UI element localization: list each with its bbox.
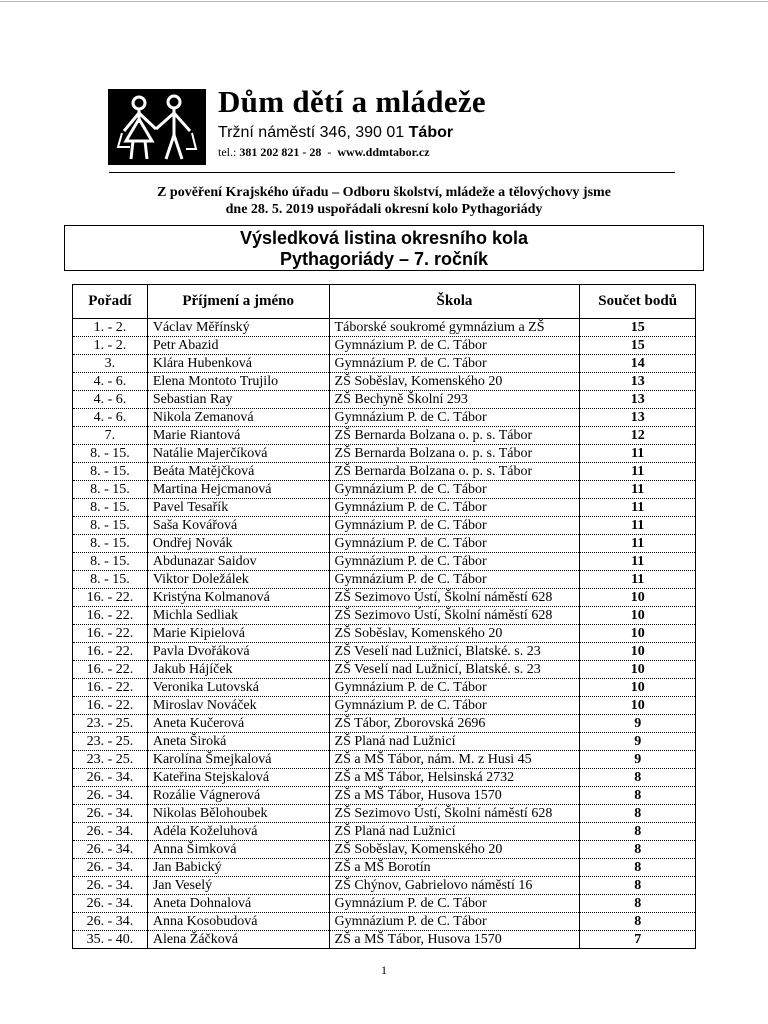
school-cell: ZŠ a MŠ Borotín: [329, 859, 580, 877]
table-row: [73, 895, 696, 913]
name-cell: Marie Riantová: [147, 427, 329, 445]
rank-cell: 4. - 6.: [73, 373, 148, 391]
table-row: [73, 787, 696, 805]
points-cell: 10: [580, 625, 696, 643]
rank-cell: 26. - 34.: [73, 913, 148, 931]
rank-cell: 35. - 40.: [73, 931, 148, 949]
name-cell: Rozálie Vágnerová: [147, 787, 329, 805]
rank-cell: 3.: [73, 355, 148, 373]
name-cell: Karolína Šmejkalová: [147, 751, 329, 769]
table-row: [73, 913, 696, 931]
table-row: [73, 589, 696, 607]
points-cell: 11: [580, 571, 696, 589]
points-cell: 8: [580, 895, 696, 913]
rank-cell: 1. - 2.: [73, 319, 148, 337]
school-cell: ZŠ Sezimovo Ústí, Školní náměstí 628: [329, 589, 580, 607]
points-cell: 13: [580, 391, 696, 409]
name-cell: Natálie Majerčíková: [147, 445, 329, 463]
points-cell: 9: [580, 733, 696, 751]
rank-cell: 8. - 15.: [73, 571, 148, 589]
school-cell: Gymnázium P. de C. Tábor: [329, 517, 580, 535]
organization-contact: tel.: 381 202 821 - 28 - www.ddmtabor.cz: [218, 145, 430, 159]
rank-cell: 16. - 22.: [73, 679, 148, 697]
school-cell: Gymnázium P. de C. Tábor: [329, 481, 580, 499]
rank-cell: 4. - 6.: [73, 391, 148, 409]
points-cell: 8: [580, 913, 696, 931]
table-row: [73, 373, 696, 391]
school-cell: ZŠ Soběslav, Komenského 20: [329, 625, 580, 643]
document-title: [64, 225, 704, 271]
rank-cell: 23. - 25.: [73, 751, 148, 769]
name-cell: Kateřina Stejskalová: [147, 769, 329, 787]
rank-cell: 16. - 22.: [73, 661, 148, 679]
rank-cell: 8. - 15.: [73, 499, 148, 517]
name-cell: Pavla Dvořáková: [147, 643, 329, 661]
table-row: [73, 877, 696, 895]
points-cell: 13: [580, 409, 696, 427]
rank-cell: 16. - 22.: [73, 589, 148, 607]
points-cell: 8: [580, 859, 696, 877]
organization-address: [218, 124, 453, 142]
points-cell: 9: [580, 715, 696, 733]
rank-cell: 8. - 15.: [73, 553, 148, 571]
table-row: [73, 733, 696, 751]
school-cell: ZŠ Bechyně Školní 293: [329, 391, 580, 409]
results-table: [72, 284, 696, 949]
school-cell: Gymnázium P. de C. Tábor: [329, 571, 580, 589]
rank-cell: 8. - 15.: [73, 535, 148, 553]
school-cell: Gymnázium P. de C. Tábor: [329, 697, 580, 715]
page-number: 1: [381, 963, 387, 977]
school-cell: ZŠ a MŠ Tábor, Husova 1570: [329, 931, 580, 949]
intro-line-1: Z pověření Krajského úřadu – Odboru školství, mládeže a tělovýchovy jsme: [157, 185, 611, 200]
school-cell: Gymnázium P. de C. Tábor: [329, 913, 580, 931]
name-cell: Adéla Koželuhová: [147, 823, 329, 841]
name-cell: Jan Babický: [147, 859, 329, 877]
table-row: [73, 337, 696, 355]
points-cell: 8: [580, 823, 696, 841]
ddm-logo-icon: [108, 89, 206, 165]
table-row: [73, 409, 696, 427]
rank-cell: 16. - 22.: [73, 697, 148, 715]
table-row: [73, 319, 696, 337]
name-cell: Kristýna Kolmanová: [147, 589, 329, 607]
rank-cell: 16. - 22.: [73, 607, 148, 625]
rank-cell: 26. - 34.: [73, 841, 148, 859]
name-cell: Sebastian Ray: [147, 391, 329, 409]
school-cell: Táborské soukromé gymnázium a ZŠ: [329, 319, 580, 337]
table-row: [73, 607, 696, 625]
name-cell: Marie Kipielová: [147, 625, 329, 643]
points-cell: 8: [580, 877, 696, 895]
table-row: [73, 769, 696, 787]
school-cell: Gymnázium P. de C. Tábor: [329, 409, 580, 427]
points-cell: 11: [580, 499, 696, 517]
table-row: [73, 517, 696, 535]
school-cell: Gymnázium P. de C. Tábor: [329, 535, 580, 553]
table-row: [73, 805, 696, 823]
points-cell: 15: [580, 337, 696, 355]
table-header-row: [73, 285, 696, 319]
header-divider: [109, 172, 675, 173]
points-cell: 11: [580, 517, 696, 535]
school-cell: Gymnázium P. de C. Tábor: [329, 679, 580, 697]
table-row: [73, 715, 696, 733]
rank-cell: 26. - 34.: [73, 877, 148, 895]
points-cell: 10: [580, 697, 696, 715]
name-cell: Petr Abazid: [147, 337, 329, 355]
phone-label: tel.:: [218, 145, 237, 159]
header-rank: Pořadí: [73, 285, 148, 319]
table-row: [73, 571, 696, 589]
table-row: [73, 841, 696, 859]
school-cell: ZŠ Sezimovo Ústí, Školní náměstí 628: [329, 805, 580, 823]
organization-name: Dům dětí a mládeže: [218, 84, 486, 119]
table-row: [73, 859, 696, 877]
school-cell: ZŠ Veselí nad Lužnicí, Blatské. s. 23: [329, 643, 580, 661]
name-cell: Klára Hubenková: [147, 355, 329, 373]
points-cell: 10: [580, 643, 696, 661]
school-cell: Gymnázium P. de C. Tábor: [329, 895, 580, 913]
points-cell: 8: [580, 787, 696, 805]
name-cell: Anna Kosobudová: [147, 913, 329, 931]
name-cell: Alena Žáčková: [147, 931, 329, 949]
rank-cell: 26. - 34.: [73, 787, 148, 805]
points-cell: 11: [580, 463, 696, 481]
school-cell: ZŠ Chýnov, Gabrielovo náměstí 16: [329, 877, 580, 895]
school-cell: ZŠ Planá nad Lužnicí: [329, 733, 580, 751]
table-row: [73, 751, 696, 769]
school-cell: ZŠ Bernarda Bolzana o. p. s. Tábor: [329, 445, 580, 463]
school-cell: Gymnázium P. de C. Tábor: [329, 337, 580, 355]
school-cell: Gymnázium P. de C. Tábor: [329, 355, 580, 373]
points-cell: 8: [580, 841, 696, 859]
header-name: Příjmení a jméno: [147, 285, 329, 319]
school-cell: ZŠ Veselí nad Lužnicí, Blatské. s. 23: [329, 661, 580, 679]
table-row: [73, 355, 696, 373]
points-cell: 15: [580, 319, 696, 337]
table-body: [73, 319, 696, 949]
header-points: Součet bodů: [580, 285, 696, 319]
table-row: [73, 931, 696, 949]
points-cell: 10: [580, 589, 696, 607]
rank-cell: 26. - 34.: [73, 895, 148, 913]
rank-cell: 23. - 25.: [73, 715, 148, 733]
points-cell: 8: [580, 769, 696, 787]
table-row: [73, 823, 696, 841]
table-row: [73, 391, 696, 409]
points-cell: 11: [580, 535, 696, 553]
points-cell: 11: [580, 445, 696, 463]
rank-cell: 8. - 15.: [73, 463, 148, 481]
name-cell: Anna Šimková: [147, 841, 329, 859]
address-city: Tábor: [408, 124, 454, 141]
name-cell: Aneta Široká: [147, 733, 329, 751]
points-cell: 14: [580, 355, 696, 373]
name-cell: Václav Měřínský: [147, 319, 329, 337]
address-street: Tržní náměstí 346, 390 01: [218, 124, 405, 141]
website-link: www.ddmtabor.cz: [337, 145, 430, 159]
name-cell: Martina Hejcmanová: [147, 481, 329, 499]
rank-cell: 8. - 15.: [73, 445, 148, 463]
table-row: [73, 535, 696, 553]
title-line-2: Pythagoriády – 7. ročník: [279, 249, 489, 269]
school-cell: ZŠ a MŠ Tábor, Husova 1570: [329, 787, 580, 805]
points-cell: 10: [580, 679, 696, 697]
table-row: [73, 661, 696, 679]
school-cell: ZŠ Sezimovo Ústí, Školní náměstí 628: [329, 607, 580, 625]
name-cell: Saša Kovářová: [147, 517, 329, 535]
school-cell: Gymnázium P. de C. Tábor: [329, 499, 580, 517]
name-cell: Michla Sedliak: [147, 607, 329, 625]
points-cell: 13: [580, 373, 696, 391]
rank-cell: 26. - 34.: [73, 769, 148, 787]
points-cell: 8: [580, 805, 696, 823]
rank-cell: 26. - 34.: [73, 859, 148, 877]
school-cell: ZŠ Bernarda Bolzana o. p. s. Tábor: [329, 427, 580, 445]
table-row: [73, 499, 696, 517]
name-cell: Nikola Zemanová: [147, 409, 329, 427]
name-cell: Jan Veselý: [147, 877, 329, 895]
points-cell: 11: [580, 553, 696, 571]
name-cell: Pavel Tesařík: [147, 499, 329, 517]
phone-number: 381 202 821 - 28: [239, 145, 322, 159]
rank-cell: 16. - 22.: [73, 625, 148, 643]
points-cell: 11: [580, 481, 696, 499]
name-cell: Elena Montoto Trujilo: [147, 373, 329, 391]
rank-cell: 26. - 34.: [73, 823, 148, 841]
rank-cell: 8. - 15.: [73, 517, 148, 535]
intro-line-2: dne 28. 5. 2019 uspořádali okresní kolo Pythagoriády: [225, 202, 543, 217]
table-row: [73, 625, 696, 643]
points-cell: 10: [580, 607, 696, 625]
name-cell: Miroslav Nováček: [147, 697, 329, 715]
rank-cell: 26. - 34.: [73, 805, 148, 823]
name-cell: Abdunazar Saidov: [147, 553, 329, 571]
name-cell: Ondřej Novák: [147, 535, 329, 553]
school-cell: ZŠ a MŠ Tábor, Helsinská 2732: [329, 769, 580, 787]
name-cell: Veronika Lutovská: [147, 679, 329, 697]
name-cell: Beáta Matějčková: [147, 463, 329, 481]
points-cell: 7: [580, 931, 696, 949]
name-cell: Nikolas Bělohoubek: [147, 805, 329, 823]
table-row: [73, 445, 696, 463]
rank-cell: 4. - 6.: [73, 409, 148, 427]
points-cell: 9: [580, 751, 696, 769]
table-row: [73, 679, 696, 697]
school-cell: ZŠ Soběslav, Komenského 20: [329, 841, 580, 859]
school-cell: ZŠ Bernarda Bolzana o. p. s. Tábor: [329, 463, 580, 481]
name-cell: Aneta Kučerová: [147, 715, 329, 733]
name-cell: Aneta Dohnalová: [147, 895, 329, 913]
rank-cell: 1. - 2.: [73, 337, 148, 355]
rank-cell: 16. - 22.: [73, 643, 148, 661]
school-cell: ZŠ Planá nad Lužnicí: [329, 823, 580, 841]
table-row: [73, 427, 696, 445]
rank-cell: 7.: [73, 427, 148, 445]
school-cell: ZŠ Soběslav, Komenského 20: [329, 373, 580, 391]
school-cell: ZŠ a MŠ Tábor, nám. M. z Husi 45: [329, 751, 580, 769]
page-top-edge: [0, 1, 768, 2]
name-cell: Viktor Doležálek: [147, 571, 329, 589]
name-cell: Jakub Hájíček: [147, 661, 329, 679]
points-cell: 10: [580, 661, 696, 679]
table-row: [73, 697, 696, 715]
school-cell: Gymnázium P. de C. Tábor: [329, 553, 580, 571]
table-row: [73, 553, 696, 571]
title-line-1: Výsledková listina okresního kola: [239, 228, 529, 248]
header-school: Škola: [329, 285, 580, 319]
intro-text: [0, 184, 768, 218]
table-row: [73, 643, 696, 661]
table-row: [73, 463, 696, 481]
table-row: [73, 481, 696, 499]
rank-cell: 8. - 15.: [73, 481, 148, 499]
rank-cell: 23. - 25.: [73, 733, 148, 751]
school-cell: ZŠ Tábor, Zborovská 2696: [329, 715, 580, 733]
points-cell: 12: [580, 427, 696, 445]
